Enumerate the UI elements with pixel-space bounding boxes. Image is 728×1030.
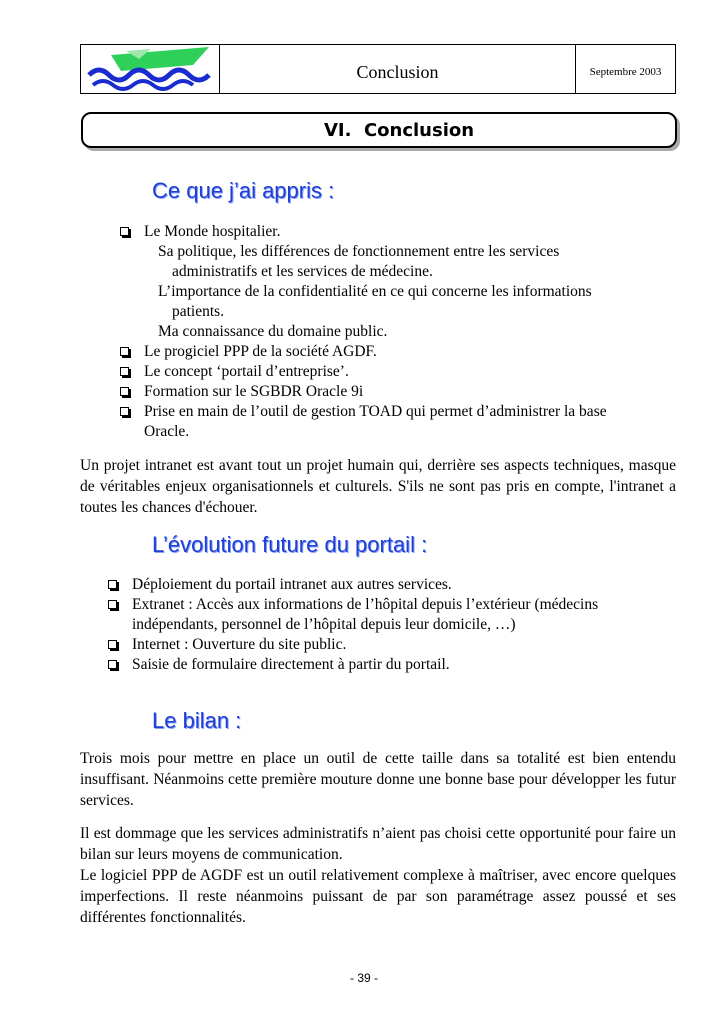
checkbox-bullet-icon <box>120 387 129 396</box>
list-item-text: Déploiement du portail intranet aux autres services. <box>132 576 452 593</box>
header-title: Conclusion <box>220 45 576 93</box>
list-item <box>108 635 678 655</box>
checkbox-bullet-icon <box>108 660 117 669</box>
learned-list-continued <box>120 342 676 442</box>
page-header <box>80 44 676 94</box>
list-item-text: Le concept ‘portail d’entreprise’. <box>144 363 349 380</box>
checkbox-bullet-icon <box>108 600 117 609</box>
section-heading-future: L’évolution future du portail : <box>152 532 428 557</box>
list-item <box>120 402 676 442</box>
list-item-text: Prise en main de l’outil de gestion TOAD qui permet d’administrer la base <box>144 403 607 420</box>
sub-item-text: Sa politique, les différences de fonctionnement entre les services <box>158 243 560 260</box>
checkbox-bullet-icon <box>120 227 129 236</box>
learned-list <box>120 222 680 242</box>
list-item <box>108 655 678 675</box>
list-item-text: Oracle. <box>144 423 190 440</box>
paragraph-software: Le logiciel PPP de AGDF est un outil relativement complexe à maîtriser, avec encore quelques imperfections. Il reste néanmoins puissant de par son paramétrage assez poussé et ses différentes fonctionnalités. <box>80 867 676 926</box>
logo-graphic <box>81 45 218 93</box>
list-item <box>108 575 678 595</box>
list-item-text: Formation sur le SGBDR Oracle 9i <box>144 383 364 400</box>
sub-item-text: Ma connaissance du domaine public. <box>158 323 388 340</box>
section-heading-learned: Ce que j’ai appris : <box>152 178 335 203</box>
future-list <box>108 575 678 675</box>
paragraph-summary: Trois mois pour mettre en place un outil de cette taille dans sa totalité est bien entendu insuffisant. Néanmoins cette première mouture donne une bonne base pour développer les futur services. <box>80 750 676 809</box>
paragraph-intranet: Un projet intranet est avant tout un projet humain qui, derrière ses aspects techniques, masque de véritables enjeux organisationnels et culturels. S'ils ne sont pas pris en compte, l'intranet a toutes les chances d'échouer. <box>80 457 676 516</box>
chapter-number: VI. <box>323 119 352 141</box>
header-date: Septembre 2003 <box>589 66 662 78</box>
list-item <box>120 342 676 362</box>
checkbox-bullet-icon <box>120 407 129 416</box>
sub-item-text: L’importance de la confidentialité en ce qui concerne les informations <box>158 283 592 300</box>
checkbox-bullet-icon <box>108 580 117 589</box>
paragraph-admin: Il est dommage que les services administratifs n’aient pas choisi cette opportunité pour faire un bilan sur leurs moyens de communication. <box>80 825 676 863</box>
list-item-text: Saisie de formulaire directement à partir du portail. <box>132 656 450 673</box>
section-heading-summary: Le bilan : <box>152 708 242 733</box>
list-item <box>120 222 680 242</box>
sub-item-text: administratifs et les services de médecine. <box>172 263 433 280</box>
chapter-title: Conclusion <box>363 119 475 141</box>
list-item-text: Le progiciel PPP de la société AGDF. <box>144 343 377 360</box>
list-item <box>120 382 676 402</box>
list-item-text: indépendants, personnel de l’hôpital depuis leur domicile, …) <box>132 616 516 633</box>
list-item-text: Extranet : Accès aux informations de l’hôpital depuis l’extérieur (médecins <box>132 596 599 613</box>
page-number: - 39 - <box>349 971 378 985</box>
list-item-text: Le Monde hospitalier. <box>144 223 281 240</box>
sub-item-text: patients. <box>172 303 225 320</box>
company-logo <box>81 45 220 93</box>
list-item <box>108 595 678 635</box>
checkbox-bullet-icon <box>120 367 129 376</box>
chapter-title-box <box>81 112 677 148</box>
checkbox-bullet-icon <box>108 640 117 649</box>
list-item-text: Internet : Ouverture du site public. <box>132 636 347 653</box>
list-item <box>120 362 676 382</box>
checkbox-bullet-icon <box>120 347 129 356</box>
